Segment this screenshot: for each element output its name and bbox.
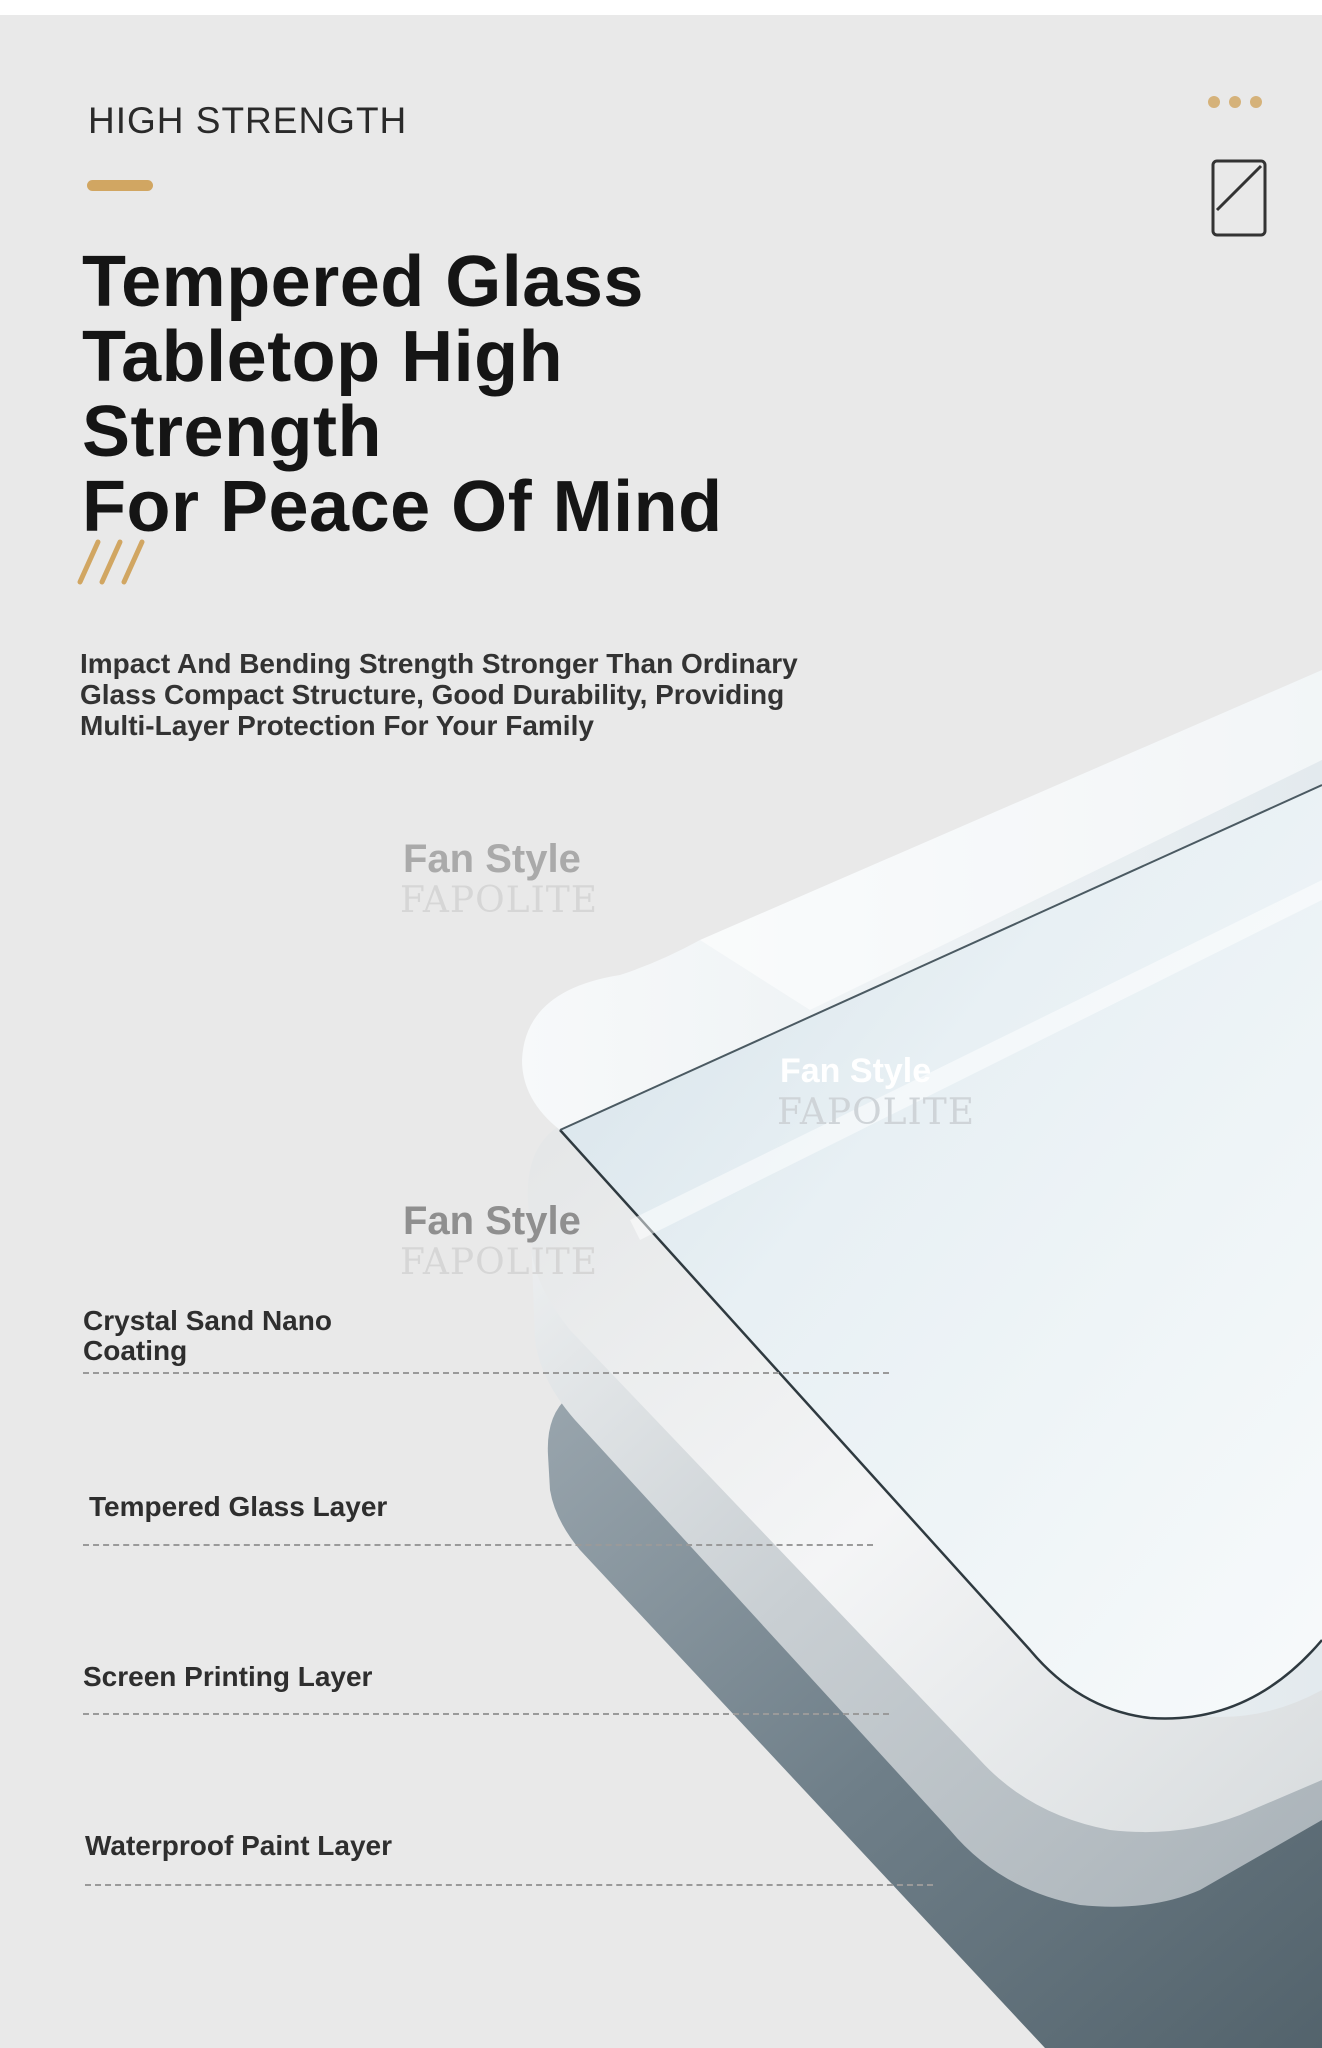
- layer-label-tempered-glass: [89, 1492, 387, 1522]
- accent-bar: [87, 180, 153, 191]
- brand-watermark: [400, 837, 599, 921]
- product-description: [80, 648, 840, 741]
- dot: [1208, 96, 1220, 108]
- watermark-title: Fan Style: [780, 1052, 932, 1090]
- title-line-3: For Peace Of Mind: [82, 467, 723, 547]
- title-line-1: Tempered Glass: [82, 242, 644, 322]
- title-line-2: Tabletop High Strength: [82, 317, 564, 472]
- layer-label-screen-printing: [83, 1662, 372, 1692]
- page-title: [82, 242, 882, 547]
- layer-divider: [83, 1372, 889, 1374]
- three-dots-icon: [1208, 96, 1268, 110]
- brand-watermark: [400, 1199, 599, 1283]
- layer-divider: [83, 1713, 889, 1715]
- watermark-title: Fan Style: [403, 1199, 581, 1243]
- layer-label-line: Waterproof Paint Layer: [85, 1830, 393, 1861]
- description-line-3: Multi-Layer Protection For Your Family: [80, 710, 594, 741]
- glass-panel-icon: [1210, 158, 1270, 238]
- dot: [1229, 96, 1241, 108]
- dot: [1250, 96, 1262, 108]
- layer-label-line: Tempered Glass Layer: [89, 1491, 388, 1522]
- layer-label-crystal-sand: [83, 1306, 332, 1366]
- brand-watermark: [777, 1049, 976, 1133]
- eyebrow-label: HIGH STRENGTH: [88, 100, 408, 141]
- triple-slash-icon: [76, 538, 146, 586]
- watermark-subtitle: FAPOLITE: [777, 1092, 976, 1133]
- watermark-subtitle: FAPOLITE: [400, 880, 599, 921]
- layer-divider: [83, 1544, 873, 1546]
- layer-label-line: Screen Printing Layer: [83, 1661, 373, 1692]
- watermark-title: Fan Style: [403, 837, 581, 881]
- description-line-2: Glass Compact Structure, Good Durability, Providing: [80, 679, 785, 710]
- layer-divider: [85, 1884, 933, 1886]
- layer-label-line: Crystal Sand Nano: [83, 1305, 332, 1336]
- description-line-1: Impact And Bending Strength Stronger Than Ordinary: [80, 648, 798, 679]
- layer-label-line: Coating: [83, 1335, 188, 1366]
- watermark-subtitle: FAPOLITE: [400, 1242, 599, 1283]
- layer-label-waterproof-paint: [85, 1831, 392, 1861]
